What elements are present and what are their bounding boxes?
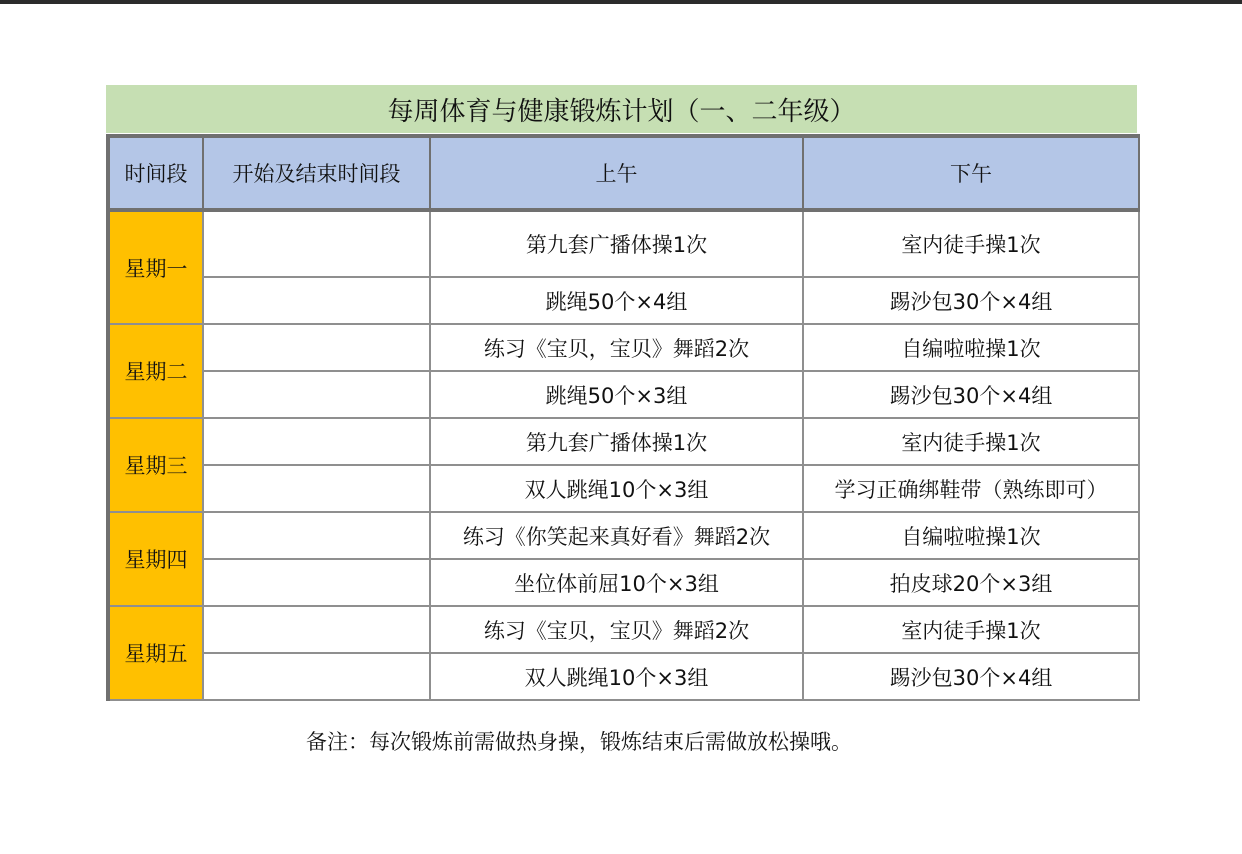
morning-cell: 坐位体前屈10个×3组 bbox=[430, 559, 803, 606]
afternoon-cell: 踢沙包30个×4组 bbox=[803, 653, 1139, 700]
morning-cell: 双人跳绳10个×3组 bbox=[430, 653, 803, 700]
afternoon-cell: 室内徒手操1次 bbox=[803, 606, 1139, 653]
header-period: 时间段 bbox=[108, 136, 203, 210]
day-label-tuesday: 星期二 bbox=[108, 324, 203, 418]
time-range-cell bbox=[203, 512, 430, 559]
morning-cell: 双人跳绳10个×3组 bbox=[430, 465, 803, 512]
afternoon-cell: 拍皮球20个×3组 bbox=[803, 559, 1139, 606]
afternoon-cell: 室内徒手操1次 bbox=[803, 210, 1139, 277]
day-label-friday: 星期五 bbox=[108, 606, 203, 700]
time-range-cell bbox=[203, 210, 430, 277]
time-range-cell bbox=[203, 277, 430, 324]
time-range-cell bbox=[203, 371, 430, 418]
table-row bbox=[108, 277, 1139, 324]
time-range-cell bbox=[203, 324, 430, 371]
table-row bbox=[108, 418, 1139, 465]
table-title: 每周体育与健康锻炼计划（一、二年级） bbox=[106, 85, 1137, 133]
morning-cell: 练习《你笑起来真好看》舞蹈2次 bbox=[430, 512, 803, 559]
time-range-cell bbox=[203, 465, 430, 512]
table-row bbox=[108, 559, 1139, 606]
afternoon-cell: 室内徒手操1次 bbox=[803, 418, 1139, 465]
time-range-cell bbox=[203, 418, 430, 465]
morning-cell: 练习《宝贝，宝贝》舞蹈2次 bbox=[430, 606, 803, 653]
morning-cell: 跳绳50个×4组 bbox=[430, 277, 803, 324]
header-morning: 上午 bbox=[430, 136, 803, 210]
time-range-cell bbox=[203, 559, 430, 606]
time-range-cell bbox=[203, 653, 430, 700]
header-afternoon: 下午 bbox=[803, 136, 1139, 210]
morning-cell: 第九套广播体操1次 bbox=[430, 210, 803, 277]
afternoon-cell: 踢沙包30个×4组 bbox=[803, 371, 1139, 418]
footnote: 备注：每次锻炼前需做热身操，锻炼结束后需做放松操哦。 bbox=[306, 730, 852, 754]
table-row bbox=[108, 465, 1139, 512]
table-row bbox=[108, 210, 1139, 277]
table-row bbox=[108, 371, 1139, 418]
afternoon-cell: 自编啦啦操1次 bbox=[803, 512, 1139, 559]
exercise-plan-table bbox=[106, 134, 1140, 701]
day-label-thursday: 星期四 bbox=[108, 512, 203, 606]
header-row bbox=[108, 136, 1139, 210]
afternoon-cell: 学习正确绑鞋带（熟练即可） bbox=[803, 465, 1139, 512]
afternoon-cell: 踢沙包30个×4组 bbox=[803, 277, 1139, 324]
time-range-cell bbox=[203, 606, 430, 653]
day-label-wednesday: 星期三 bbox=[108, 418, 203, 512]
table-row bbox=[108, 653, 1139, 700]
afternoon-cell: 自编啦啦操1次 bbox=[803, 324, 1139, 371]
morning-cell: 第九套广播体操1次 bbox=[430, 418, 803, 465]
table-row bbox=[108, 606, 1139, 653]
morning-cell: 练习《宝贝，宝贝》舞蹈2次 bbox=[430, 324, 803, 371]
morning-cell: 跳绳50个×3组 bbox=[430, 371, 803, 418]
header-time-range: 开始及结束时间段 bbox=[203, 136, 430, 210]
top-border bbox=[0, 0, 1242, 4]
day-label-monday: 星期一 bbox=[108, 210, 203, 324]
table-row bbox=[108, 512, 1139, 559]
table-row bbox=[108, 324, 1139, 371]
